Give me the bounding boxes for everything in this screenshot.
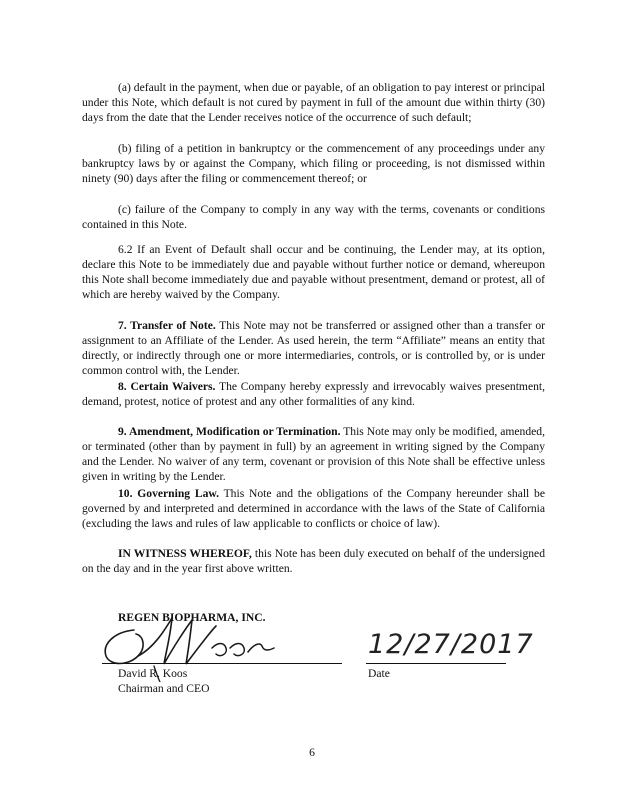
- section-6-2: 6.2 If an Event of Default shall occur and be continuing, the Lender may, at its option, declare this Note to be immediately due and payable without further notice or demand, whereupon this Note shall become immediately due and payable without presentment, demand or protest, all of which are hereby waived by the Company.: [82, 243, 545, 302]
- section-heading: 10. Governing Law.: [118, 487, 220, 500]
- paragraph-default-payment: (a) default in the payment, when due or payable, of an obligation to pay interest or principal under this Note, which default is not cured by payment in full of the amount due within thirty (30) days from the date that the Lender receives notice of the occurrence of such default;: [82, 81, 545, 125]
- signer-title: Chairman and CEO: [118, 682, 210, 695]
- page-number: 6: [309, 746, 315, 759]
- company-name: REGEN BIOPHARMA, INC.: [118, 611, 266, 624]
- signer-name: David R. Koos: [118, 667, 188, 680]
- section-9-amendment: 9. Amendment, Modification or Termination. This Note may only be modified, amended, or terminated (other than by payment in full) by an agreement in writing signed by the Company and the Lender. No waiver of any term, covenant or provision of this Note shall be effective unless given in writing by the Lender.: [82, 425, 545, 484]
- handwritten-date: 12/27/2017: [368, 629, 534, 660]
- section-heading: 8. Certain Waivers.: [118, 380, 216, 393]
- witness-heading: IN WITNESS WHEREOF,: [118, 547, 252, 560]
- paragraph-failure-to-comply: (c) failure of the Company to comply in any way with the terms, covenants or conditions contained in this Note.: [82, 203, 545, 232]
- section-heading: 9. Amendment, Modification or Termination.: [118, 425, 341, 438]
- section-8-certain-waivers: 8. Certain Waivers. The Company hereby expressly and irrevocably waives presentment, demand, protest, notice of protest and any other formalities of any kind.: [82, 380, 546, 409]
- witness-clause: IN WITNESS WHEREOF, this Note has been duly executed on behalf of the undersigned on the day and in the year first above written.: [82, 547, 545, 576]
- section-7-transfer-of-note: 7. Transfer of Note. This Note may not be transferred or assigned other than a transfer or assignment to an Affiliate of the Lender. As used herein, the term “Affiliate” means an entity that directly, or indirectly through one or more intermediaries, controls, or is controlled by, or is under common control with, the Lender.: [82, 319, 545, 378]
- section-10-governing-law: 10. Governing Law. This Note and the obligations of the Company hereunder shall be governed by and interpreted and determined in accordance with the laws of the State of California (excluding the laws and rules of law applicable to conflicts or choice of law).: [82, 487, 545, 531]
- signature-line: [102, 663, 342, 664]
- date-label: Date: [368, 667, 390, 680]
- date-line: [366, 663, 506, 664]
- section-heading: 7. Transfer of Note.: [118, 319, 216, 332]
- paragraph-bankruptcy: (b) filing of a petition in bankruptcy or the commencement of any proceedings under any bankruptcy laws by or against the Company, which filing or proceeding, is not dismissed within ninety (90) days after the filing or commencement thereof; or: [82, 142, 545, 186]
